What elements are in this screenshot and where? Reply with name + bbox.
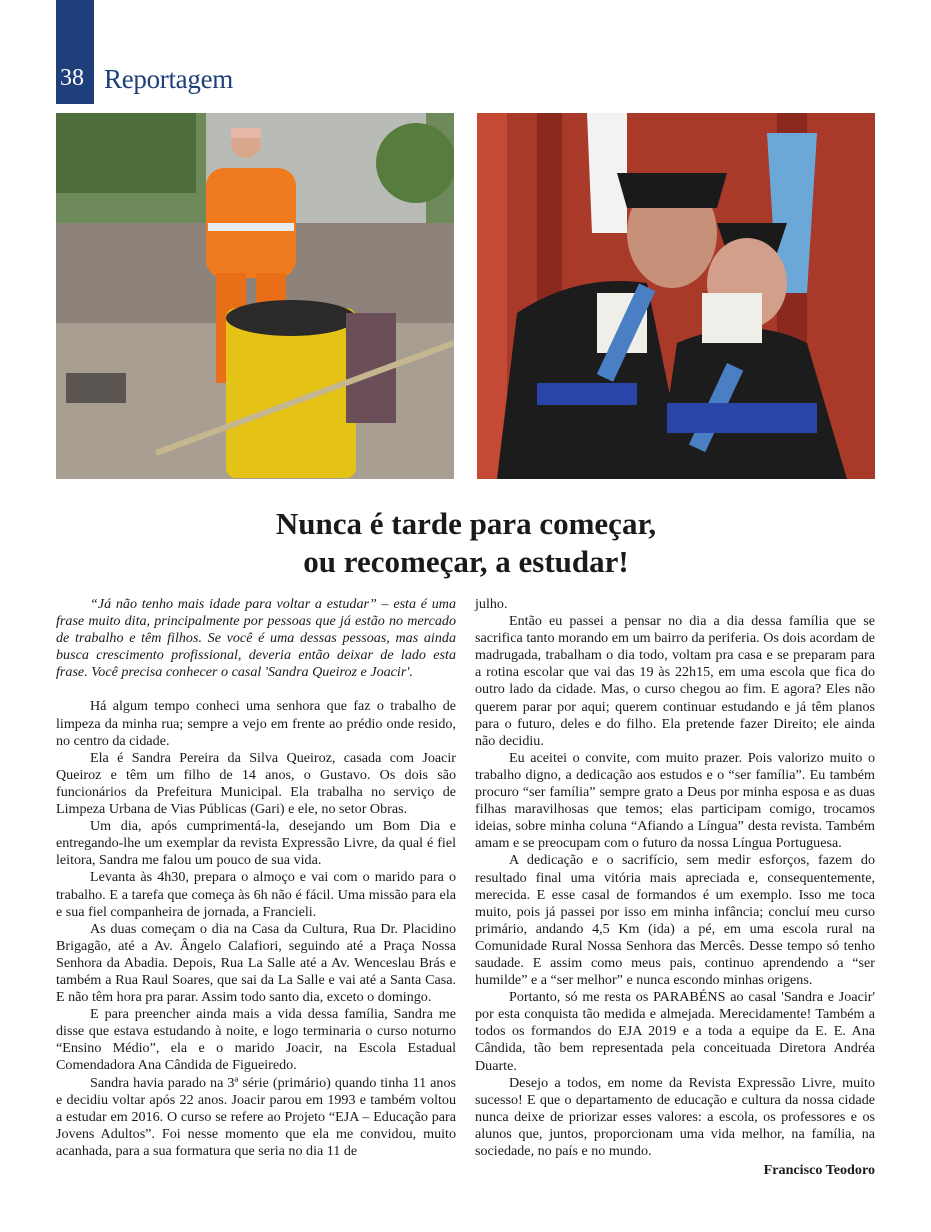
- paragraph: As duas começam o dia na Casa da Cultura, Rua Dr. Placidino Brigagão, até a Av. Ângelo Calafiori, seguindo até a Praça Nossa Senhora da Abadia. Depois, Rua La Salle até a Av. Wenceslau Brás e também a Rua Raul Soares, que sai da La Salle e vai até a Santa Casa. E não têm hora pra parar. Assim todo santo dia, exceto o domingo.: [56, 920, 456, 1006]
- article-headline: [56, 505, 876, 581]
- paragraph: Há algum tempo conheci uma senhora que faz o trabalho de limpeza da minha rua; sempre a vejo em frente ao prédio onde resido, no centro da cidade.: [56, 698, 456, 749]
- article-column-left: [56, 596, 456, 1160]
- graduation-couple-icon: [477, 113, 875, 479]
- paragraph: Sandra havia parado na 3ª série (primário) quando tinha 11 anos e decidiu voltar após 22 anos. Joacir parou em 1993 e também voltou a estudar em 2016. O curso se refere ao Projeto “EJA – Educação para Jovens Adultos”. Foi nesse momento que ela me convidou, muito acanhada, para a sua formatura que seria no dia 11 de: [56, 1074, 456, 1159]
- graduation-photo: [477, 113, 875, 479]
- paragraph: Ela é Sandra Pereira da Silva Queiroz, casada com Joacir Queiroz e têm um filho de 14 anos, o Gustavo. Os dois são funcionários da Prefeitura Municipal. Ela trabalha no serviço de Limpeza Urbana de Vias Públicas (Gari) e ele, no setor Obras.: [56, 749, 456, 818]
- paragraph: Um dia, após cumprimentá-la, desejando um Bom Dia e entregando-lhe um exemplar da revista Expressão Livre, da qual é fiel leitora, Sandra me falou um pouco de sua vida.: [56, 818, 456, 869]
- page-number: 38: [60, 65, 84, 91]
- article-column-right: [475, 596, 875, 1179]
- author-signature: Francisco Teodoro: [763, 1162, 875, 1179]
- headline-line-1: Nunca é tarde para começar,: [275, 506, 657, 541]
- paragraph: E para preencher ainda mais a vida dessa família, Sandra me disse que estava estudando à noite, e logo terminaria o curso noturno “Ensino Médio”, ela e o marido Joacir, na Escola Estadual Comendadora Ana Cândida de Figueiredo.: [56, 1006, 456, 1074]
- paragraph: Então eu passei a pensar no dia a dia dessa família que se sacrifica tanto morando em um bairro da periferia. Os dois acordam de madrugada, trabalham o dia todo, voltam pra casa e se preparam para a rotina escolar que vai das 19 às 22h15, em uma escola que fica do outro lado da cidade. Mas, o curso chegou ao fim. E agora? Eles não querem parar por aqui; querem continuar estudando e já têm planos para o futuro, deles e do filho. Ela pretende fazer Direito; ele ainda não decidiu.: [475, 613, 875, 749]
- paragraph: Desejo a todos, em nome da Revista Expressão Livre, muito sucesso! E que o departamento de educação e cultura da nossa cidade nunca deixe de priorizar esses valores: a escola, os professores e os alunos que, juntos, proporcionam uma vida melhor, na família, na sociedade, no país e no mundo.: [475, 1074, 875, 1159]
- section-title: Reportagem: [104, 64, 233, 94]
- paragraph: Portanto, só me resta os PARABÉNS ao casal 'Sandra e Joacir' por esta conquista tão medida e almejada. Merecidamente! Também a todos os formandos do EJA 2019 e a toda a equipe da E. E. Ana Cândida, tão bem representada pela conceituada Diretora Andréa Duarte.: [475, 989, 875, 1074]
- headline-line-2: ou recomeçar, a estudar!: [303, 544, 629, 579]
- paragraph: Levanta às 4h30, prepara o almoço e vai com o marido para o trabalho. E a tarefa que começa às 6h não é fácil. Uma missão para ela e sua fiel companheira de jornada, a Francieli.: [56, 869, 456, 920]
- paragraph: Eu aceitei o convite, com muito prazer. Pois valorizo muito o trabalho digno, a dedicação aos estudos e o “ser família”. Eu também procuro “ser família” sempre grato a Deus por minha esposa e as duas filhas maravilhosas que temos; elas participam comigo, trocamos ideias, sobre minha coluna “Afiando a Língua” desta revista. Também amam e se preocupam com o futuro da nossa Língua Portuguesa.: [475, 749, 875, 852]
- paragraph-continuation: julho.: [475, 596, 508, 612]
- paragraph: A dedicação e o sacrifício, sem medir esforços, fazem do resultado final uma vitória mais apreciada e, consequentemente, merecida. E esse casal de formandos é um exemplo. Isso me toca muito, pois já passei por isso em minha infância; concluí meu curso primário, andando 4,5 Km (ida) a pé, em uma escola rural na Comunidade Rural Nossa Senhora das Mercês. Desse tempo só tenho saudade. E assim como meus pais, continuo aprendendo a “ser humilde” e a “ser melhor” e nunca escondo minhas origens.: [475, 852, 875, 989]
- gari-sandra-icon: [56, 113, 454, 479]
- street-sweeper-photo: [56, 113, 454, 479]
- article-lede: “Já não tenho mais idade para voltar a estudar” – esta é uma frase muito dita, principalmente por pessoas que já estão no mercado de trabalho e têm filhos. Se você é uma dessas pessoas, mas ainda busca crescimento profissional, deveria então deixar de lado esta frase. Você precisa conhecer o casal 'Sandra Queiroz e Joacir'.: [56, 596, 456, 681]
